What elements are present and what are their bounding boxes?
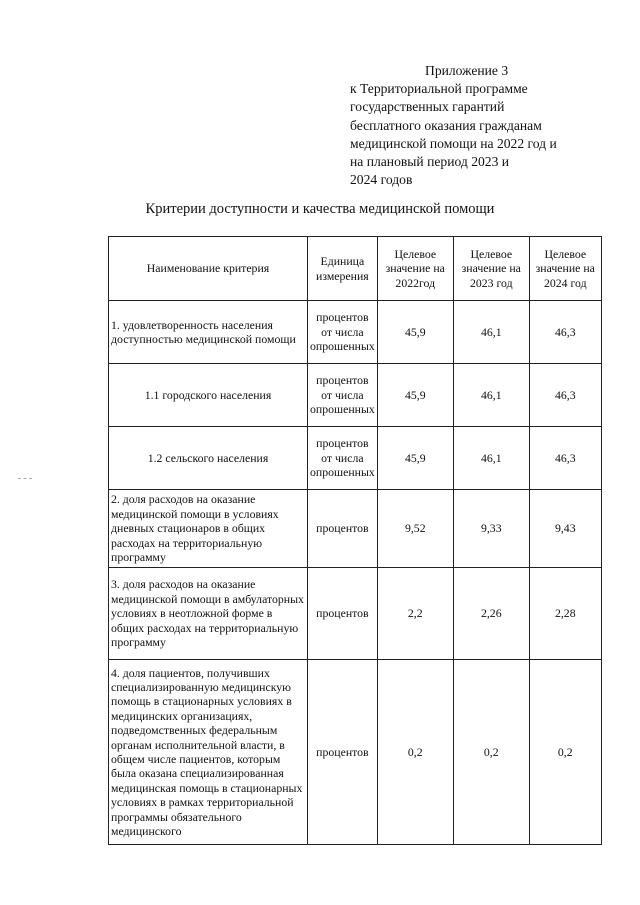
value-2024: 2,28 bbox=[529, 568, 601, 660]
header-name: Наименование критерия bbox=[109, 237, 308, 301]
header-2022: Целевое значение на 2022год bbox=[377, 237, 453, 301]
appendix-line: к Территориальной программе bbox=[350, 81, 528, 97]
table-row bbox=[109, 301, 602, 364]
value-2022: 2,2 bbox=[377, 568, 453, 660]
value-2022: 45,9 bbox=[377, 427, 453, 490]
criterion-name: 1. удовлетворенность населения доступностью медицинской помощи bbox=[109, 301, 308, 364]
header-row bbox=[109, 237, 602, 301]
appendix-line: 2024 годов bbox=[350, 172, 413, 188]
value-2023: 2,26 bbox=[453, 568, 529, 660]
appendix-line: бесплатного оказания гражданам bbox=[350, 117, 542, 133]
criterion-name: 2. доля расходов на оказание медицинской помощи в условиях дневных стационаров в общих расходах на территориальную программу bbox=[109, 490, 308, 568]
value-2024: 46,3 bbox=[529, 301, 601, 364]
criterion-unit: процентов bbox=[308, 490, 378, 568]
criterion-name: 1.2 сельского населения bbox=[109, 427, 308, 490]
table-row bbox=[109, 490, 602, 568]
value-2024: 46,3 bbox=[529, 364, 601, 427]
appendix-note bbox=[350, 62, 610, 189]
appendix-line: государственных гарантий bbox=[350, 99, 505, 115]
value-2023: 46,1 bbox=[453, 427, 529, 490]
value-2023: 46,1 bbox=[453, 301, 529, 364]
criteria-table bbox=[108, 236, 602, 845]
header-2024: Целевое значение на 2024 год bbox=[529, 237, 601, 301]
criterion-unit: процентов bbox=[308, 660, 378, 845]
criterion-name: 4. доля пациентов, получивших специализированную медицинскую помощь в стационарных условиях в медицинских организациях, подведомственных федеральным органам исполнительной власти, в общем числе пациентов, которым была оказана специализированная медицинская помощь в стационарных условиях в рамках территориальной программы обязательного медицинского bbox=[109, 660, 308, 845]
value-2023: 0,2 bbox=[453, 660, 529, 845]
document-title: Критерии доступности и качества медицинской помощи bbox=[145, 201, 495, 217]
value-2022: 0,2 bbox=[377, 660, 453, 845]
appendix-line: медицинской помощи на 2022 год и bbox=[350, 135, 557, 151]
value-2022: 45,9 bbox=[377, 364, 453, 427]
criterion-unit: процентов от числа опрошенных bbox=[308, 427, 378, 490]
criterion-unit: процентов от числа опрошенных bbox=[308, 364, 378, 427]
criterion-unit: процентов от числа опрошенных bbox=[308, 301, 378, 364]
value-2024: 9,43 bbox=[529, 490, 601, 568]
value-2023: 46,1 bbox=[453, 364, 529, 427]
margin-mark bbox=[18, 478, 32, 479]
value-2024: 0,2 bbox=[529, 660, 601, 845]
header-2023: Целевое значение на 2023 год bbox=[453, 237, 529, 301]
appendix-heading: Приложение 3 bbox=[425, 63, 509, 78]
appendix-line: на плановый период 2023 и bbox=[350, 154, 510, 170]
table-row bbox=[109, 660, 602, 845]
criterion-name: 1.1 городского населения bbox=[109, 364, 308, 427]
table-row bbox=[109, 427, 602, 490]
value-2022: 9,52 bbox=[377, 490, 453, 568]
criterion-unit: процентов bbox=[308, 568, 378, 660]
value-2024: 46,3 bbox=[529, 427, 601, 490]
table-row bbox=[109, 364, 602, 427]
value-2022: 45,9 bbox=[377, 301, 453, 364]
header-unit: Единица измерения bbox=[308, 237, 378, 301]
value-2023: 9,33 bbox=[453, 490, 529, 568]
table-row bbox=[109, 568, 602, 660]
criterion-name: 3. доля расходов на оказание медицинской помощи в амбулаторных условиях в неотложной форме в общих расходах на территориальную программу bbox=[109, 568, 308, 660]
